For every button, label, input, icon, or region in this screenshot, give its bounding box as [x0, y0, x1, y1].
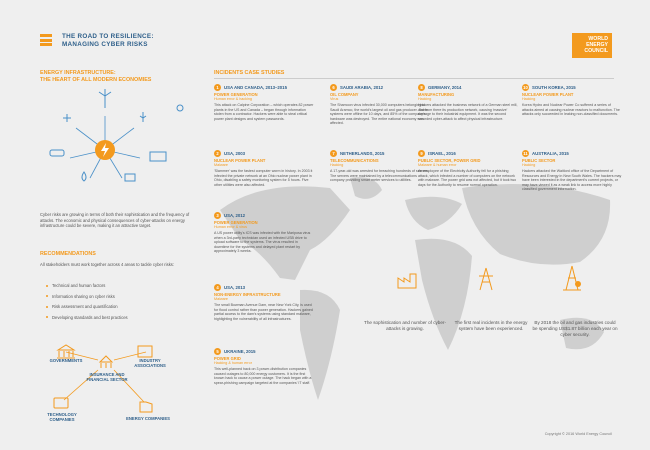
- europe: [405, 197, 462, 230]
- energy-label: ENERGY COMPANIES: [126, 416, 170, 421]
- oil-rig-icon: [560, 264, 584, 292]
- wind-turbine-icon: [99, 89, 111, 108]
- technology-label: TECHNOLOGY COMPANIES: [47, 412, 77, 422]
- case-study-6: 6 SAUDI ARABIA, 2012 OIL COMPANY Virus The Shamoon virus infected 30,000 computers belonging to Saudi Aramco, the world's largest oil and gas producer. Some systems were offline for 10 days, and 85% of the company's hardware was destroyed. The entire national economy was affected.: [330, 85, 428, 126]
- insurance-label: INSURANCE AND FINANCIAL SECTOR: [86, 372, 128, 382]
- power-pylon-icon: [476, 266, 496, 292]
- stat-first-incidents: The first real incidents in the energy system have been experienced.: [454, 320, 528, 331]
- case-study-8: 8 GERMANY, 2014 MANUFACTURING Hacking Hackers attacked the business network of a German steel mill, and from there its production network, causing 'massive' damage to their industrial equipment. It was the second recorded cyber-attack to affect physical infrastructure.: [418, 85, 518, 121]
- factory-icon: [150, 152, 166, 161]
- recommendations-intro: All stakeholders must work together across 4 areas to tackle cyber risks:: [40, 262, 175, 267]
- energy-section-title: ENERGY INFRASTRUCTURE: THE HEART OF ALL MODERN ECONOMIES: [40, 70, 152, 83]
- intro-text: Cyber risks are growing in terms of both their sophistication and the frequency of attacks. The economic and physical consequences of cyber-attacks on energy infrastructure could be severe, making it an attractive target.: [40, 212, 190, 229]
- technology-icon: [54, 398, 68, 408]
- africa: [415, 239, 472, 350]
- solar-icon: [125, 174, 135, 181]
- case-study-4: 4 USA, 2013 NON-ENERGY INFRASTRUCTURE Malware The small Bowman Avenue Dam, near New York City, is used for flood control rather than power generation. Hackers gained partial access to the dam's systems using standard malware, highlighting the vulnerability of all infrastructures.: [214, 285, 313, 321]
- energy-infrastructure-diagram: [40, 88, 190, 188]
- car-icon: [50, 150, 64, 156]
- insurance-icon: [100, 356, 112, 368]
- page-title: THE ROAD TO RESILIENCE: MANAGING CYBER RISKS: [62, 33, 154, 48]
- list-item: Technical and human factors: [52, 283, 128, 294]
- cross-icon: [63, 114, 71, 122]
- case-study-10: 10 SOUTH KOREA, 2015 NUCLEAR POWER PLANT Hacking Korea Hydro and Nuclear Power Co suffered a series of attacks aimed at causing nuclear reactors to malfunction. The attacks only succeeded in leaking non-classified documents.: [522, 85, 620, 117]
- recommendations-list: [52, 283, 128, 325]
- case-study-1: 1 USA AND CANADA, 2013–2015 POWER GENERATION Human error & hacking This attack on Calpine Corporation – which operates 82 power plants in the US and Canada – began through information stolen from a contractor. Hackers were able to steal critical power plant designs and system passwords.: [214, 85, 314, 121]
- factory-alert-icon: [396, 270, 418, 290]
- case-study-5: 5 UKRAINE, 2015 POWER GRID Hacking & human error This well-planned hack on 3 power-distribution companies caused outages to 80,000 energy customers. It is the first known hack to cause a power outage. The hack began with a spear-phishing campaign targeted at the companies' IT staff.: [214, 349, 312, 385]
- list-item: Developing standards and best practices: [52, 315, 128, 326]
- case-study-2: 2 USA, 2003 NUCLEAR POWER PLANT Malware 'Slammer' was the fastest computer worm in history. In 2003 it infected the private network at an Ohio nuclear power plant in Ohio, disabling a safety monitoring system for 5 hours. Five other utilities were also affected.: [214, 151, 313, 187]
- industry-label: INDUSTRY ASSOCIATIONS: [134, 358, 166, 368]
- energy-icon: [140, 402, 152, 412]
- industry-icon: [138, 346, 152, 357]
- server-stack-icon: [40, 34, 52, 48]
- wheat-icon: [140, 112, 146, 122]
- asia: [462, 184, 610, 265]
- governments-label: GOVERNMENTS: [49, 358, 83, 363]
- drop-icon: [82, 172, 86, 181]
- government-icon: [57, 345, 75, 358]
- divider: [214, 78, 614, 79]
- case-study-9: 9 ISRAEL, 2016 PUBLIC SECTOR, POWER GRID Malware & human error An employee of the Electricity Authority fell for a phishing attack, which infected a number of computers on the network with malware. The power grid was not affected, but it took two days for the Authority to resume normal operation.: [418, 151, 517, 187]
- stat-spending: By 2018 the oil and gas industries could be spending US$1.87 billion each year on cyber security.: [532, 320, 618, 337]
- brand-logo: WORLD ENERGY COUNCIL: [572, 33, 612, 58]
- case-study-11: 11 AUSTRALIA, 2015 PUBLIC SECTOR Hacking Hackers attacked the Waitlord office of the Department of Resources and Energy in New South Wales. The hackers may have been interested in the department's current projects, or may have viewed it as a weak link to access more highly classified government information.: [522, 151, 622, 192]
- case-study-3: 3 USA, 2012 POWER GENERATION Human error & virus A US power utility's ICS was infected with the Mariposa virus when a 3rd-party technician used an infected USB drive to upload software to the systems. The virus resulted in downtime for the systems and delayed plant restart by approximately 3 weeks.: [214, 213, 311, 254]
- incidents-title: INCIDENTS CASE STUDIES: [214, 70, 285, 76]
- list-item: Risk assessment and quantification: [52, 304, 128, 315]
- copyright: Copyright © 2016 World Energy Council: [544, 432, 612, 436]
- list-item: Information sharing on cyber risks: [52, 294, 128, 305]
- recommendations-title: RECOMMENDATIONS: [40, 251, 96, 257]
- case-study-7: 7 NETHERLANDS, 2015 TELECOMMUNICATIONS Hacking A 17-year-old was arrested for breaching hundreds of servers. The servers were maintained by a telecommunications company providing smart meter services to utilities.: [330, 151, 429, 183]
- stat-sophistication: The sophistication and number of cyber-attacks is growing.: [364, 320, 446, 331]
- stakeholder-diagram: [40, 340, 190, 440]
- pin-icon: [177, 105, 183, 111]
